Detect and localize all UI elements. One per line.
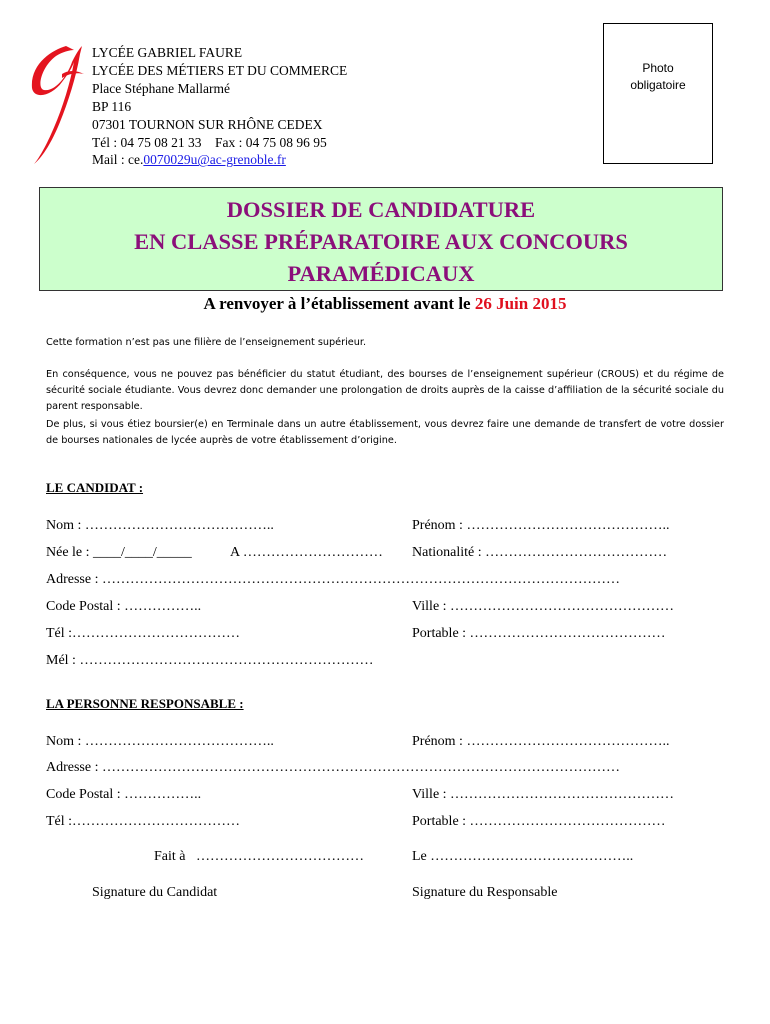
candidat-heading: LE CANDIDAT :	[46, 480, 144, 495]
signature-responsable-label: Signature du Responsable	[412, 885, 558, 900]
candidat-portable-field[interactable]: Portable : ……………………………………	[412, 626, 666, 641]
school-street: Place Stéphane Mallarmé	[92, 80, 230, 96]
school-address-block	[92, 44, 347, 169]
title-line-2: EN CLASSE PRÉPARATOIRE AUX CONCOURS	[134, 229, 628, 254]
school-phone-fax: Tél : 04 75 08 21 33 Fax : 04 75 08 96 95	[92, 134, 327, 150]
mail-link[interactable]: 0070029u@ac-grenoble.fr	[143, 152, 286, 168]
title-line-3: PARAMÉDICAUX	[287, 261, 475, 286]
responsable-portable-field[interactable]: Portable : ……………………………………	[412, 814, 666, 829]
candidat-birthplace-field[interactable]: A …………………………	[230, 545, 383, 560]
title-box	[39, 187, 723, 291]
fait-a-field[interactable]: Fait à ………………………………	[154, 849, 364, 864]
responsable-code-postal-field[interactable]: Code Postal : ……………..	[46, 787, 202, 802]
candidat-nom-field[interactable]: Nom : …………………………………..	[46, 518, 274, 533]
candidat-birthdate-field[interactable]: Née le : ____/____/_____	[46, 545, 192, 560]
signature-candidat-label: Signature du Candidat	[92, 885, 218, 900]
candidat-prenom-field[interactable]: Prénom : ……………………………………..	[412, 518, 670, 533]
photo-required-label: obligatoire	[630, 78, 686, 92]
intro-paragraph-2: En conséquence, vous ne pouvez pas bénéficier du statut étudiant, des bourses de l’enseignement supérieur (CROUS) et du régime de sécurité sociale étudiante. Vous devrez donc demander une prolongation de droits auprès de la caisse d’affiliation de la sécurité sociale du parent responsable.	[46, 369, 724, 412]
responsable-tel-field[interactable]: Tél :………………………………	[46, 814, 241, 829]
school-subtitle: LYCÉE DES MÉTIERS ET DU COMMERCE	[92, 62, 348, 78]
school-name: LYCÉE GABRIEL FAURE	[92, 45, 243, 60]
date-field[interactable]: Le ……………………………………..	[412, 849, 634, 864]
school-city: 07301 TOURNON SUR RHÔNE CEDEX	[92, 116, 323, 132]
candidat-ville-field[interactable]: Ville : …………………………………………	[412, 599, 675, 614]
deadline-date: 26 Juin 2015	[474, 294, 567, 313]
responsable-heading: LA PERSONNE RESPONSABLE :	[46, 696, 244, 711]
responsable-nom-field[interactable]: Nom : …………………………………..	[46, 734, 274, 749]
school-bp: BP 116	[92, 98, 132, 114]
mail-prefix: Mail : ce.	[92, 152, 144, 168]
intro-paragraph-1: Cette formation n’est pas une filière de l’enseignement supérieur.	[46, 337, 367, 348]
candidat-adresse-field[interactable]: Adresse : …………………………………………………………………………………………………	[46, 572, 620, 587]
deadline-text: A renvoyer à l’établissement avant le	[203, 294, 471, 313]
responsable-adresse-field[interactable]: Adresse : …………………………………………………………………………………………………	[46, 760, 620, 775]
photo-label: Photo	[642, 61, 674, 75]
intro-paragraph-3: De plus, si vous étiez boursier(e) en Terminale dans un autre établissement, vous devrez faire une demande de transfert de votre dossier de bourses nationales de lycée auprès de votre établissement d’origine.	[46, 419, 724, 446]
candidat-code-postal-field[interactable]: Code Postal : ……………..	[46, 599, 202, 614]
candidat-nationalite-field[interactable]: Nationalité : …………………………………	[412, 545, 668, 560]
responsable-prenom-field[interactable]: Prénom : ……………………………………..	[412, 734, 670, 749]
title-line-1: DOSSIER DE CANDIDATURE	[226, 197, 536, 222]
deadline	[0, 294, 770, 314]
responsable-ville-field[interactable]: Ville : …………………………………………	[412, 787, 675, 802]
school-logo	[22, 40, 86, 168]
photo-box	[603, 23, 713, 164]
school-mail	[92, 151, 347, 169]
candidat-tel-field[interactable]: Tél :………………………………	[46, 626, 241, 641]
candidat-mel-field[interactable]: Mél : ………………………………………………………	[46, 653, 374, 668]
